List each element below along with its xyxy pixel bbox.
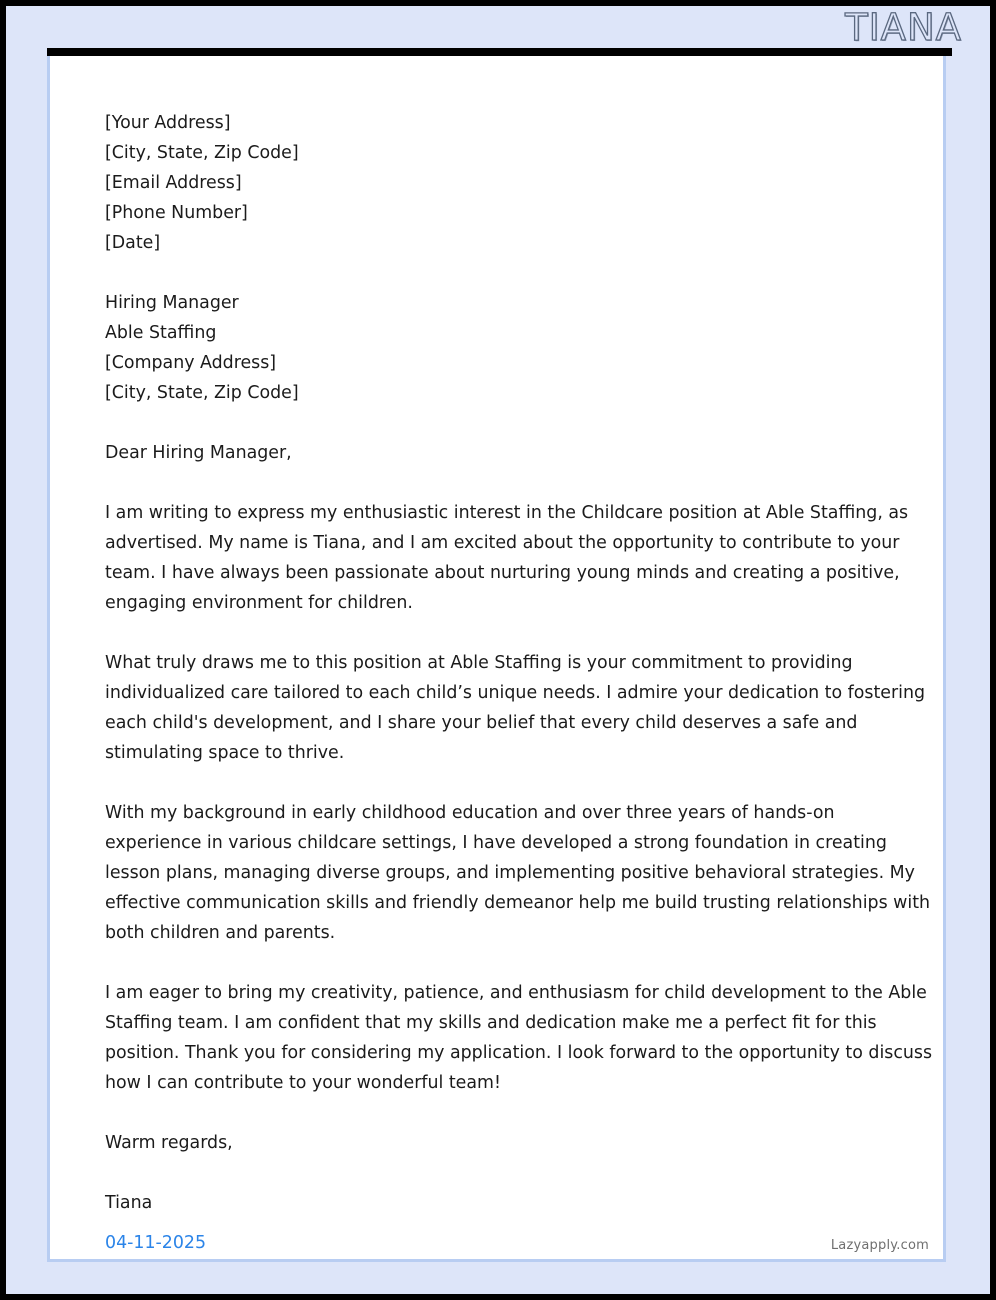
recipient-address-line: [Company Address] — [105, 353, 277, 373]
sender-address-block — [105, 108, 933, 258]
body-paragraph: I am eager to bring my creativity, patience, and enthusiasm for child development to the Able Staffing team. I am confident that my skills and dedication make me a perfect fit for this position. Thank you for considering my application. I look forward to the opportunity to discuss how I can contribute to your wonderful team! — [105, 983, 933, 1093]
letterhead-name: TIANA — [845, 5, 962, 49]
letter-page — [47, 48, 946, 1262]
closing-phrase: Warm regards, — [105, 1133, 233, 1153]
sender-address-line: [Your Address] — [105, 113, 231, 133]
body-paragraph: I am writing to express my enthusiastic interest in the Childcare position at Able Staffing, as advertised. My name is Tiana, and I am excited about the opportunity to contribute to your team. I have always been passionate about nurturing young minds and creating a positive, engaging environment for children. — [105, 503, 909, 613]
sender-address-line: [Email Address] — [105, 173, 242, 193]
letter-content — [50, 56, 943, 1259]
body-paragraph: With my background in early childhood education and over three years of hands-on experience in various childcare settings, I have developed a strong foundation in creating lesson plans, managing diverse groups, and implementing positive behavioral strategies. My effective communication skills and friendly demeanor help me build trusting relationships with both children and parents. — [105, 803, 931, 943]
sender-address-line: [City, State, Zip Code] — [105, 143, 299, 163]
recipient-address-line: [City, State, Zip Code] — [105, 383, 299, 403]
recipient-address-block — [105, 288, 933, 408]
sender-address-line: [Phone Number] — [105, 203, 248, 223]
page-top-rule — [47, 48, 952, 56]
salutation: Dear Hiring Manager, — [105, 443, 292, 463]
signature-block — [105, 1188, 933, 1258]
signature-date: 04-11-2025 — [105, 1233, 207, 1253]
letterhead-band — [6, 6, 990, 48]
recipient-address-line: Hiring Manager — [105, 293, 239, 313]
signature-name: Tiana — [105, 1193, 153, 1213]
recipient-address-line: Able Staffing — [105, 323, 217, 343]
body-paragraph: What truly draws me to this position at Able Staffing is your commitment to providing individualized care tailored to each child’s unique needs. I admire your dedication to fostering each child's development, and I share your belief that every child deserves a safe and stimulating space to thrive. — [105, 653, 926, 763]
sender-address-line: [Date] — [105, 233, 161, 253]
footer-watermark: Lazyapply.com — [830, 1238, 929, 1253]
